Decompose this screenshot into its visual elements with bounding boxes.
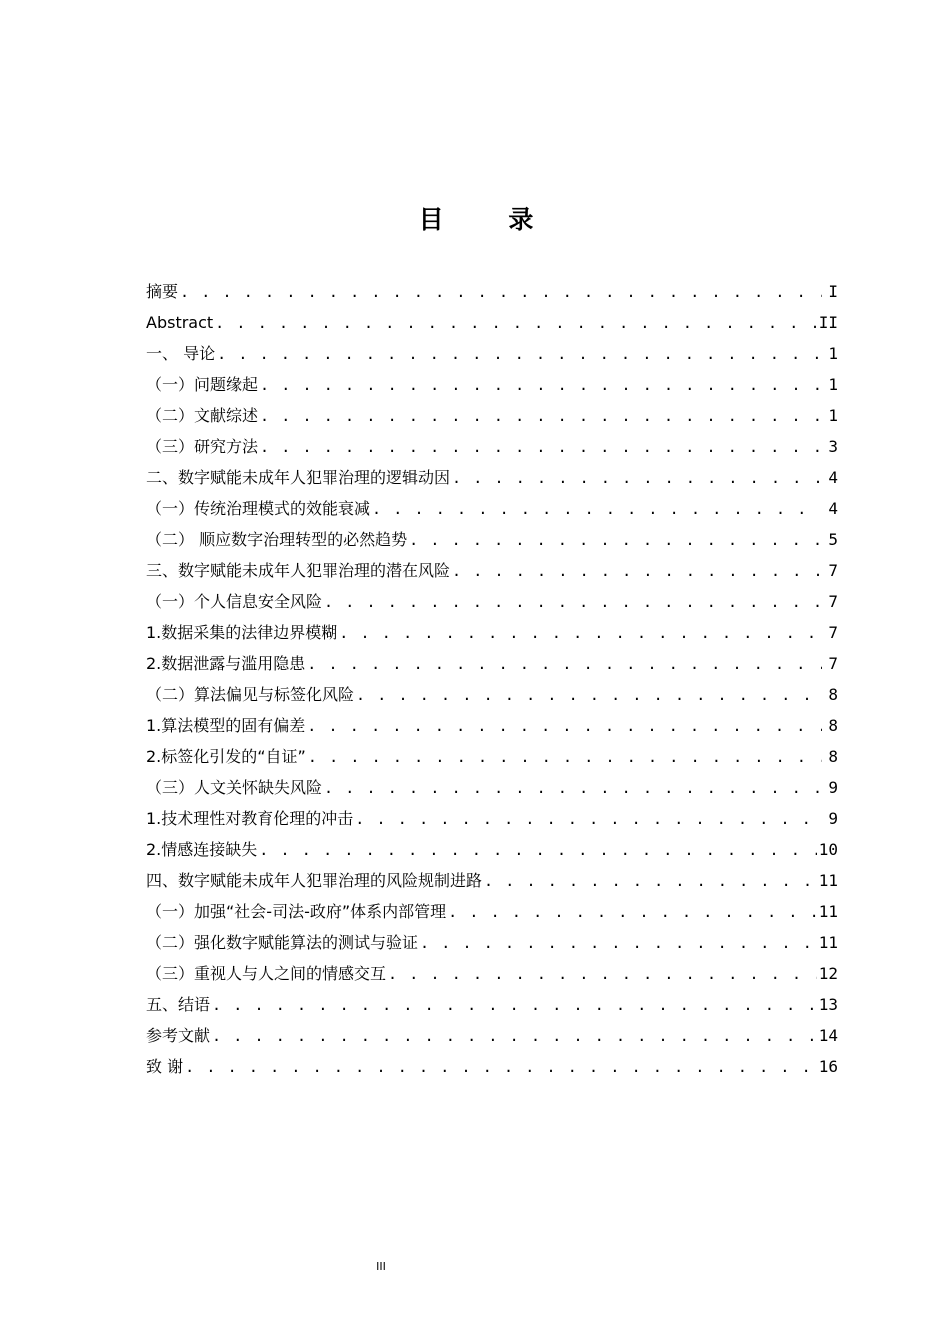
toc-entry[interactable] bbox=[146, 307, 838, 338]
toc-entry-label: 摘要 bbox=[146, 282, 179, 301]
toc-dot-leader bbox=[185, 1052, 817, 1083]
toc-entry-page-number: 5 bbox=[828, 530, 838, 549]
toc-entry[interactable] bbox=[146, 1051, 838, 1082]
toc-entry[interactable] bbox=[146, 865, 838, 896]
toc-entry-page-number: 7 bbox=[828, 592, 838, 611]
toc-entry-label: 2.标签化引发的“自证” bbox=[146, 747, 306, 766]
toc-dot-leader bbox=[308, 742, 822, 773]
toc-dot-leader bbox=[260, 401, 822, 432]
toc-entry-label: 2.情感连接缺失 bbox=[146, 840, 258, 859]
toc-entry-label: Abstract bbox=[146, 313, 214, 332]
toc-entry-page-number: 11 bbox=[818, 902, 838, 921]
toc-dot-leader bbox=[324, 587, 822, 618]
toc-entry[interactable] bbox=[146, 741, 838, 772]
toc-entry[interactable] bbox=[146, 276, 838, 307]
toc-entry[interactable] bbox=[146, 803, 838, 834]
toc-entry-label: 致 谢 bbox=[146, 1057, 184, 1076]
toc-entry-label: 五、结语 bbox=[146, 995, 211, 1014]
toc-dot-leader bbox=[307, 649, 822, 680]
toc-entry-label: （一）加强“社会-司法-政府”体系内部管理 bbox=[146, 902, 447, 921]
toc-entry[interactable] bbox=[146, 369, 838, 400]
toc-entry-label: （二） 顺应数字治理转型的必然趋势 bbox=[146, 530, 408, 549]
page-number: III bbox=[376, 1260, 386, 1273]
toc-entry-page-number: 8 bbox=[828, 716, 838, 735]
toc-entry-label: 一、 导论 bbox=[146, 344, 216, 363]
toc-entry-label: 三、数字赋能未成年人犯罪治理的潜在风险 bbox=[146, 561, 451, 580]
toc-entry[interactable] bbox=[146, 679, 838, 710]
toc-entry-label: （三）研究方法 bbox=[146, 437, 259, 456]
toc-entry[interactable] bbox=[146, 462, 838, 493]
toc-dot-leader bbox=[372, 494, 822, 525]
toc-entry-label: 1.技术理性对教育伦理的冲击 bbox=[146, 809, 354, 828]
toc-entry-page-number: 11 bbox=[818, 933, 838, 952]
toc-entry[interactable] bbox=[146, 1020, 838, 1051]
toc-entry[interactable] bbox=[146, 896, 838, 927]
toc-dot-leader bbox=[259, 835, 816, 866]
toc-entry[interactable] bbox=[146, 772, 838, 803]
toc-entry[interactable] bbox=[146, 927, 838, 958]
toc-dot-leader bbox=[180, 277, 822, 308]
toc-entry-page-number: 13 bbox=[818, 995, 838, 1014]
toc-entry-page-number: 11 bbox=[818, 871, 838, 890]
toc-entry[interactable] bbox=[146, 586, 838, 617]
toc-entry-label: （二）强化数字赋能算法的测试与验证 bbox=[146, 933, 419, 952]
toc-entry-page-number: 4 bbox=[828, 468, 838, 487]
toc-dot-leader bbox=[324, 773, 822, 804]
toc-entry-label: 2.数据泄露与滥用隐患 bbox=[146, 654, 306, 673]
toc-entry-label: 参考文献 bbox=[146, 1026, 211, 1045]
toc-entry-label: （三）重视人与人之间的情感交互 bbox=[146, 964, 387, 983]
toc-entry-label: 二、数字赋能未成年人犯罪治理的逻辑动因 bbox=[146, 468, 451, 487]
toc-entry-label: （一）个人信息安全风险 bbox=[146, 592, 323, 611]
toc-entry-page-number: 7 bbox=[828, 654, 838, 673]
toc-entry-label: （二）算法偏见与标签化风险 bbox=[146, 685, 355, 704]
toc-entry-label: 1.数据采集的法律边界模糊 bbox=[146, 623, 338, 642]
toc-entry-page-number: 16 bbox=[818, 1057, 838, 1076]
toc-entry[interactable] bbox=[146, 431, 838, 462]
toc-entry-page-number: 4 bbox=[828, 499, 838, 518]
toc-entry[interactable] bbox=[146, 710, 838, 741]
toc-entry-label: 四、数字赋能未成年人犯罪治理的风险规制进路 bbox=[146, 871, 483, 890]
toc-entry-page-number: 7 bbox=[828, 561, 838, 580]
toc-entry-label: 1.算法模型的固有偏差 bbox=[146, 716, 306, 735]
toc-entry-page-number: 14 bbox=[818, 1026, 838, 1045]
toc-dot-leader bbox=[448, 897, 817, 928]
toc-dot-leader bbox=[212, 1021, 817, 1052]
toc-entry-page-number: 3 bbox=[828, 437, 838, 456]
toc-entry-page-number: 9 bbox=[828, 809, 838, 828]
toc-entry-label: （一）问题缘起 bbox=[146, 375, 259, 394]
toc-entry-page-number: 1 bbox=[828, 406, 838, 425]
toc-entry-page-number: 8 bbox=[828, 685, 838, 704]
toc-entry-page-number: 1 bbox=[828, 375, 838, 394]
toc-entry-page-number: 10 bbox=[818, 840, 838, 859]
toc-entry-label: （二）文献综述 bbox=[146, 406, 259, 425]
toc-entry-page-number: I bbox=[828, 282, 838, 301]
toc-dot-leader bbox=[409, 525, 822, 556]
toc-dot-leader bbox=[260, 432, 822, 463]
toc-dot-leader bbox=[212, 990, 817, 1021]
toc-entry[interactable] bbox=[146, 989, 838, 1020]
toc-entry-label: （三）人文关怀缺失风险 bbox=[146, 778, 323, 797]
toc-entry-page-number: 8 bbox=[828, 747, 838, 766]
toc-dot-leader bbox=[388, 959, 817, 990]
toc-entry[interactable] bbox=[146, 648, 838, 679]
toc-entry-page-number: II bbox=[818, 313, 838, 332]
toc-entry-label: （一）传统治理模式的效能衰减 bbox=[146, 499, 371, 518]
toc-dot-leader bbox=[452, 463, 822, 494]
toc-dot-leader bbox=[260, 370, 822, 401]
toc-entry-page-number: 1 bbox=[828, 344, 838, 363]
toc-entry[interactable] bbox=[146, 524, 838, 555]
toc-dot-leader bbox=[339, 618, 822, 649]
toc-dot-leader bbox=[307, 711, 822, 742]
toc-title: 目 录 bbox=[418, 205, 562, 234]
toc-entry[interactable] bbox=[146, 834, 838, 865]
toc-entry-page-number: 7 bbox=[828, 623, 838, 642]
toc-dot-leader bbox=[420, 928, 817, 959]
toc-dot-leader bbox=[217, 339, 822, 370]
toc-entry-page-number: 9 bbox=[828, 778, 838, 797]
toc-entry[interactable] bbox=[146, 338, 838, 369]
toc-entry[interactable] bbox=[146, 493, 838, 524]
toc-entry[interactable] bbox=[146, 555, 838, 586]
toc-entry-page-number: 12 bbox=[818, 964, 838, 983]
toc-dot-leader bbox=[355, 804, 822, 835]
table-of-contents bbox=[146, 276, 838, 1082]
toc-entry[interactable] bbox=[146, 958, 838, 989]
toc-entry[interactable] bbox=[146, 400, 838, 431]
toc-dot-leader bbox=[215, 308, 817, 339]
toc-dot-leader bbox=[452, 556, 822, 587]
toc-entry[interactable] bbox=[146, 617, 838, 648]
toc-dot-leader bbox=[356, 680, 822, 711]
toc-dot-leader bbox=[484, 866, 817, 897]
